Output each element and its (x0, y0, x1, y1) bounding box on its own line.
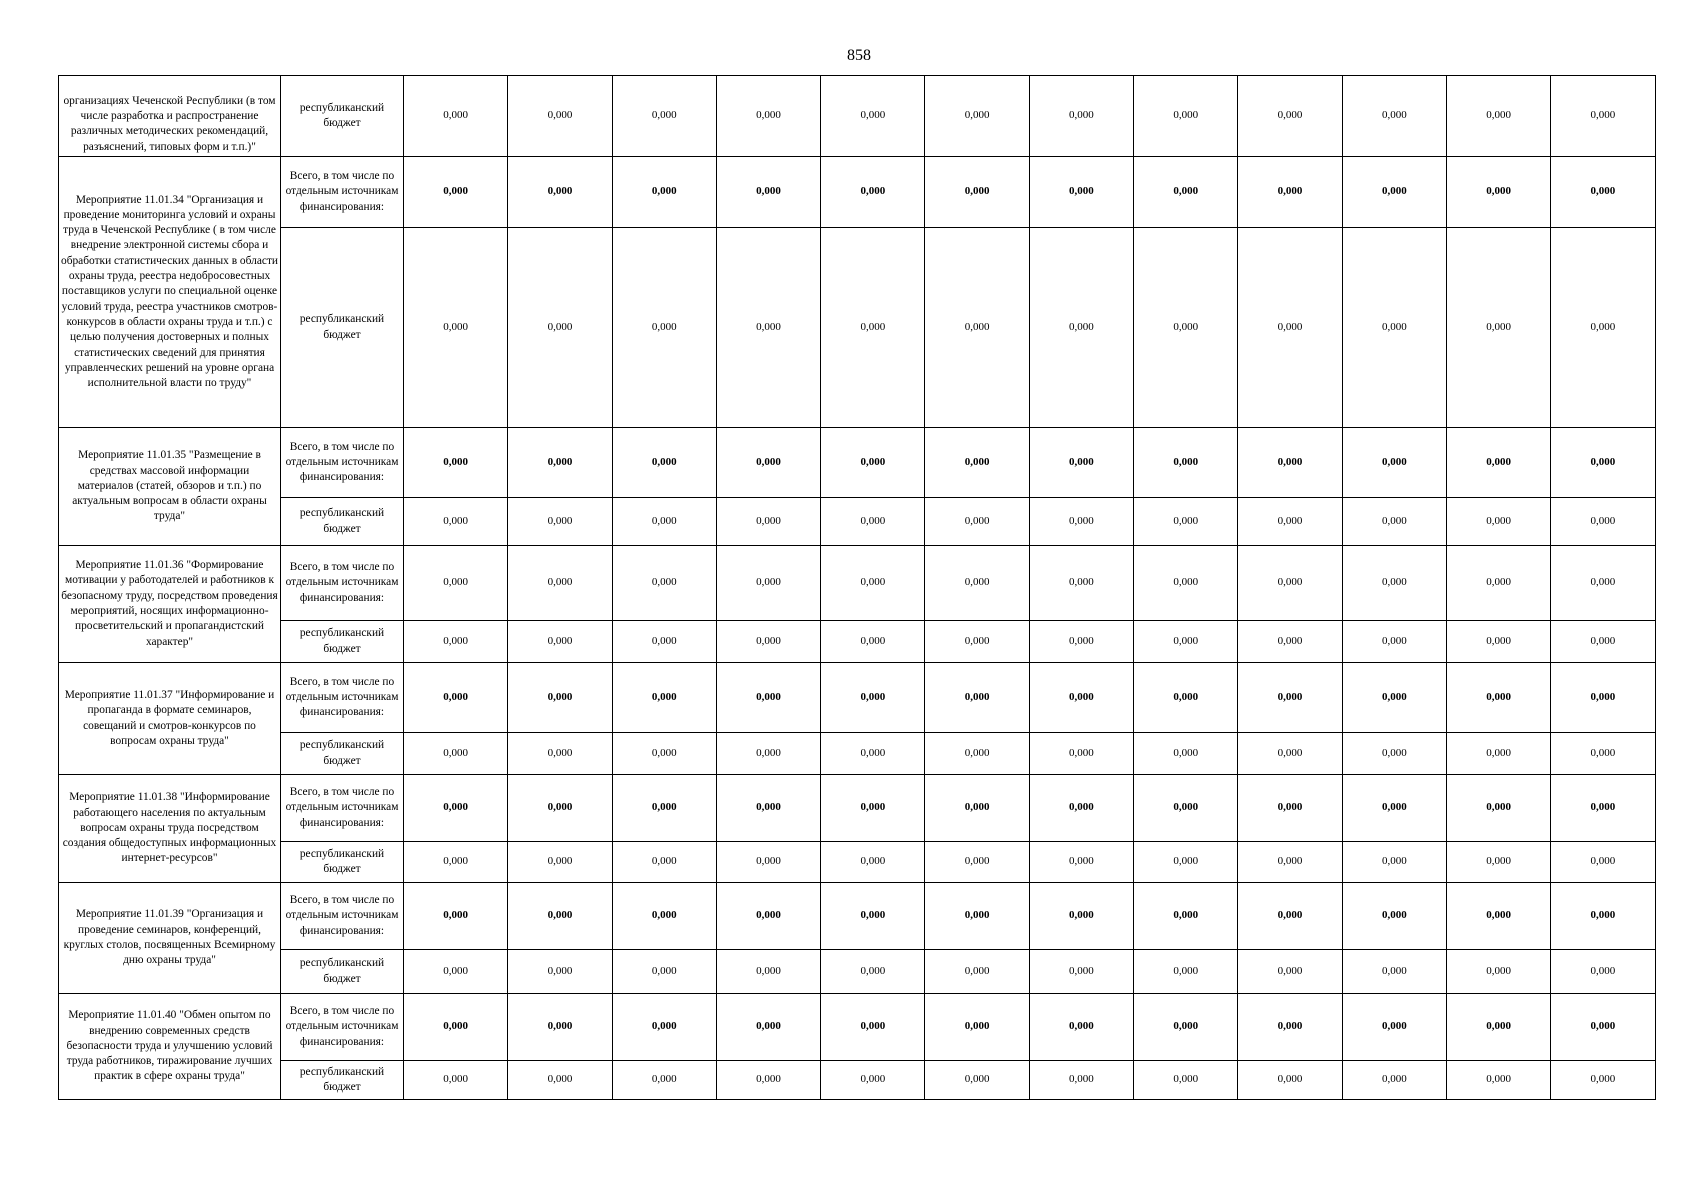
funding-source-cell: Всего, в том числе по отдельным источникам финансирования: (281, 157, 404, 228)
value-cell: 0,000 (1238, 157, 1342, 228)
funding-source-cell: республиканский бюджет (281, 842, 404, 883)
value-cell: 0,000 (1446, 498, 1550, 546)
value-cell: 0,000 (404, 76, 508, 157)
value-cell: 0,000 (404, 1061, 508, 1100)
value-cell: 0,000 (508, 842, 612, 883)
value-cell: 0,000 (716, 994, 820, 1061)
funding-source-cell: республиканский бюджет (281, 621, 404, 663)
value-cell: 0,000 (1238, 1061, 1342, 1100)
value-cell: 0,000 (404, 621, 508, 663)
value-cell: 0,000 (508, 1061, 612, 1100)
value-cell: 0,000 (1134, 1061, 1238, 1100)
value-cell: 0,000 (1238, 994, 1342, 1061)
value-cell: 0,000 (508, 950, 612, 994)
value-cell: 0,000 (821, 1061, 925, 1100)
event-name-cell: Мероприятие 11.01.37 "Информирование и пропаганда в формате семинаров, совещаний и смотров-конкурсов по вопросам охраны труда" (59, 663, 281, 775)
event-name-continued: организациях Чеченской Республики (в том числе разработка и распространение различных методических рекомендаций, разъяснений, типовых форм и т.п.)" (63, 94, 276, 153)
value-cell: 0,000 (404, 775, 508, 842)
value-cell: 0,000 (404, 228, 508, 428)
value-cell: 0,000 (821, 157, 925, 228)
value-cell: 0,000 (1134, 228, 1238, 428)
value-cell: 0,000 (1238, 775, 1342, 842)
value-cell: 0,000 (508, 994, 612, 1061)
value-cell: 0,000 (821, 663, 925, 733)
value-cell: 0,000 (1342, 157, 1446, 228)
value-cell: 0,000 (612, 950, 716, 994)
value-cell: 0,000 (1551, 428, 1655, 498)
value-cell: 0,000 (925, 663, 1029, 733)
value-cell: 0,000 (1342, 775, 1446, 842)
value-cell: 0,000 (821, 883, 925, 950)
value-cell: 0,000 (1238, 733, 1342, 775)
table-row (59, 663, 1656, 733)
value-cell: 0,000 (716, 546, 820, 621)
value-cell: 0,000 (1551, 76, 1655, 157)
value-cell: 0,000 (1134, 842, 1238, 883)
value-cell: 0,000 (1029, 663, 1133, 733)
value-cell: 0,000 (925, 157, 1029, 228)
value-cell: 0,000 (1134, 498, 1238, 546)
event-name-cell: Мероприятие 11.01.40 "Обмен опытом по внедрению современных средств безопасности труда и улучшению условий труда работников, тиражирование лучших практик в сфере охраны труда" (59, 994, 281, 1100)
value-cell: 0,000 (404, 546, 508, 621)
value-cell: 0,000 (404, 663, 508, 733)
value-cell: 0,000 (925, 228, 1029, 428)
value-cell: 0,000 (508, 498, 612, 546)
value-cell: 0,000 (1134, 994, 1238, 1061)
event-name-cell: Мероприятие 11.01.35 "Размещение в средствах массовой информации материалов (статей, обзоров и т.п.) по актуальным вопросам в области охраны труда" (59, 428, 281, 546)
value-cell: 0,000 (612, 498, 716, 546)
value-cell: 0,000 (716, 498, 820, 546)
value-cell: 0,000 (925, 950, 1029, 994)
value-cell: 0,000 (716, 950, 820, 994)
value-cell: 0,000 (404, 950, 508, 994)
value-cell: 0,000 (612, 994, 716, 1061)
value-cell: 0,000 (1029, 157, 1133, 228)
table-row (59, 1061, 1656, 1100)
value-cell: 0,000 (1342, 663, 1446, 733)
funding-source-cell: республиканский бюджет (281, 228, 404, 428)
value-cell: 0,000 (1446, 76, 1550, 157)
value-cell: 0,000 (1238, 950, 1342, 994)
value-cell: 0,000 (925, 994, 1029, 1061)
table-row (59, 733, 1656, 775)
value-cell: 0,000 (1134, 157, 1238, 228)
value-cell: 0,000 (1446, 775, 1550, 842)
value-cell: 0,000 (716, 663, 820, 733)
value-cell: 0,000 (612, 76, 716, 157)
table-row (59, 157, 1656, 228)
value-cell: 0,000 (612, 733, 716, 775)
value-cell: 0,000 (508, 228, 612, 428)
value-cell: 0,000 (508, 775, 612, 842)
value-cell: 0,000 (1446, 1061, 1550, 1100)
value-cell: 0,000 (1446, 883, 1550, 950)
value-cell: 0,000 (612, 883, 716, 950)
value-cell: 0,000 (925, 546, 1029, 621)
value-cell: 0,000 (1551, 950, 1655, 994)
value-cell: 0,000 (1342, 546, 1446, 621)
value-cell: 0,000 (1029, 428, 1133, 498)
page-number: 858 (847, 47, 871, 64)
value-cell: 0,000 (716, 842, 820, 883)
value-cell: 0,000 (821, 733, 925, 775)
value-cell: 0,000 (1134, 663, 1238, 733)
table-row (59, 498, 1656, 546)
funding-source-cell: республиканский бюджет (281, 498, 404, 546)
value-cell: 0,000 (1551, 228, 1655, 428)
value-cell: 0,000 (1342, 1061, 1446, 1100)
value-cell: 0,000 (716, 883, 820, 950)
value-cell: 0,000 (1551, 733, 1655, 775)
value-cell: 0,000 (1029, 498, 1133, 546)
value-cell: 0,000 (1029, 546, 1133, 621)
table-row (59, 950, 1656, 994)
value-cell: 0,000 (716, 76, 820, 157)
value-cell: 0,000 (1342, 883, 1446, 950)
value-cell: 0,000 (1446, 546, 1550, 621)
funding-source-cell: Всего, в том числе по отдельным источникам финансирования: (281, 428, 404, 498)
value-cell: 0,000 (1342, 733, 1446, 775)
value-cell: 0,000 (1342, 842, 1446, 883)
value-cell: 0,000 (1342, 994, 1446, 1061)
value-cell: 0,000 (1342, 621, 1446, 663)
value-cell: 0,000 (1238, 883, 1342, 950)
value-cell: 0,000 (1551, 1061, 1655, 1100)
value-cell: 0,000 (1134, 546, 1238, 621)
value-cell: 0,000 (1551, 775, 1655, 842)
value-cell: 0,000 (404, 498, 508, 546)
value-cell: 0,000 (1029, 994, 1133, 1061)
value-cell: 0,000 (925, 733, 1029, 775)
value-cell: 0,000 (612, 157, 716, 228)
value-cell: 0,000 (404, 842, 508, 883)
value-cell: 0,000 (1446, 157, 1550, 228)
value-cell: 0,000 (716, 733, 820, 775)
funding-source-cell: Всего, в том числе по отдельным источникам финансирования: (281, 663, 404, 733)
value-cell: 0,000 (1238, 228, 1342, 428)
value-cell: 0,000 (1029, 883, 1133, 950)
value-cell: 0,000 (1029, 228, 1133, 428)
value-cell: 0,000 (508, 157, 612, 228)
event-name-cell: Мероприятие 11.01.39 "Организация и проведение семинаров, конференций, круглых столов, посвященных Всемирному дню охраны труда" (59, 883, 281, 994)
value-cell: 0,000 (508, 546, 612, 621)
value-cell: 0,000 (925, 428, 1029, 498)
value-cell: 0,000 (925, 1061, 1029, 1100)
value-cell: 0,000 (821, 621, 925, 663)
value-cell: 0,000 (1342, 228, 1446, 428)
value-cell: 0,000 (1551, 663, 1655, 733)
value-cell: 0,000 (508, 76, 612, 157)
value-cell: 0,000 (1342, 428, 1446, 498)
funding-source-cell: Всего, в том числе по отдельным источникам финансирования: (281, 546, 404, 621)
value-cell: 0,000 (1342, 498, 1446, 546)
funding-source-cell: республиканский бюджет (281, 1061, 404, 1100)
value-cell: 0,000 (508, 663, 612, 733)
value-cell: 0,000 (821, 498, 925, 546)
value-cell: 0,000 (821, 76, 925, 157)
value-cell: 0,000 (1446, 994, 1550, 1061)
value-cell: 0,000 (1238, 842, 1342, 883)
value-cell: 0,000 (508, 883, 612, 950)
value-cell: 0,000 (508, 428, 612, 498)
value-cell: 0,000 (1446, 842, 1550, 883)
table-row (59, 842, 1656, 883)
value-cell: 0,000 (1342, 950, 1446, 994)
value-cell: 0,000 (404, 733, 508, 775)
funding-table (58, 75, 1656, 1100)
value-cell: 0,000 (925, 621, 1029, 663)
funding-source-cell: республиканский бюджет (281, 733, 404, 775)
value-cell: 0,000 (1029, 1061, 1133, 1100)
funding-source-cell: Всего, в том числе по отдельным источникам финансирования: (281, 883, 404, 950)
value-cell: 0,000 (821, 950, 925, 994)
value-cell: 0,000 (821, 775, 925, 842)
value-cell: 0,000 (612, 228, 716, 428)
value-cell: 0,000 (612, 621, 716, 663)
value-cell: 0,000 (612, 663, 716, 733)
value-cell: 0,000 (1029, 733, 1133, 775)
event-name-cell: Мероприятие 11.01.34 "Организация и проведение мониторинга условий и охраны труда в Чеченской Республике ( в том числе внедрение электронной системы сбора и обработки статистических данных в области охраны труда, реестра недобросовестных поставщиков услуги по специальной оценке условий труда, реестра участников смотров-конкурсов в области охраны труда и т.п.) с целью получения достоверных и полных статистических сведений для принятия управленческих решений на уровне органа исполнительной власти по труду" (59, 157, 281, 428)
table-row (59, 994, 1656, 1061)
value-cell: 0,000 (404, 883, 508, 950)
value-cell: 0,000 (925, 883, 1029, 950)
value-cell: 0,000 (1446, 950, 1550, 994)
value-cell: 0,000 (1134, 733, 1238, 775)
value-cell: 0,000 (1551, 621, 1655, 663)
value-cell: 0,000 (1134, 775, 1238, 842)
value-cell: 0,000 (1342, 76, 1446, 157)
value-cell: 0,000 (1238, 498, 1342, 546)
value-cell: 0,000 (1551, 546, 1655, 621)
event-name-cell: Мероприятие 11.01.36 "Формирование мотивации у работодателей и работников к безопасному труду, посредством проведения мероприятий, носящих информационно-просветительский и пропагандистский характер" (59, 546, 281, 663)
value-cell: 0,000 (612, 1061, 716, 1100)
event-name-cell (59, 76, 281, 157)
table-row (59, 621, 1656, 663)
value-cell: 0,000 (925, 775, 1029, 842)
value-cell: 0,000 (1134, 621, 1238, 663)
value-cell: 0,000 (1134, 428, 1238, 498)
value-cell: 0,000 (716, 621, 820, 663)
value-cell: 0,000 (1551, 842, 1655, 883)
value-cell: 0,000 (612, 775, 716, 842)
value-cell: 0,000 (1029, 621, 1133, 663)
value-cell: 0,000 (716, 228, 820, 428)
table-row (59, 546, 1656, 621)
value-cell: 0,000 (821, 228, 925, 428)
value-cell: 0,000 (508, 733, 612, 775)
value-cell: 0,000 (1551, 157, 1655, 228)
value-cell: 0,000 (1029, 950, 1133, 994)
value-cell: 0,000 (716, 1061, 820, 1100)
value-cell: 0,000 (612, 546, 716, 621)
value-cell: 0,000 (821, 546, 925, 621)
value-cell: 0,000 (821, 842, 925, 883)
value-cell: 0,000 (821, 994, 925, 1061)
funding-source-cell: Всего, в том числе по отдельным источникам финансирования: (281, 994, 404, 1061)
value-cell: 0,000 (1134, 76, 1238, 157)
value-cell: 0,000 (925, 842, 1029, 883)
value-cell: 0,000 (1446, 733, 1550, 775)
value-cell: 0,000 (1238, 621, 1342, 663)
table-row (59, 228, 1656, 428)
value-cell: 0,000 (508, 621, 612, 663)
value-cell: 0,000 (1238, 546, 1342, 621)
table-row (59, 428, 1656, 498)
value-cell: 0,000 (404, 428, 508, 498)
value-cell: 0,000 (1029, 842, 1133, 883)
value-cell: 0,000 (1446, 621, 1550, 663)
value-cell: 0,000 (1134, 950, 1238, 994)
value-cell: 0,000 (925, 76, 1029, 157)
value-cell: 0,000 (1446, 428, 1550, 498)
funding-source-cell: республиканский бюджет (281, 76, 404, 157)
value-cell: 0,000 (1551, 994, 1655, 1061)
funding-source-cell: Всего, в том числе по отдельным источникам финансирования: (281, 775, 404, 842)
value-cell: 0,000 (612, 428, 716, 498)
value-cell: 0,000 (1551, 498, 1655, 546)
table-row (59, 775, 1656, 842)
value-cell: 0,000 (716, 157, 820, 228)
value-cell: 0,000 (1238, 76, 1342, 157)
value-cell: 0,000 (404, 994, 508, 1061)
value-cell: 0,000 (404, 157, 508, 228)
event-name-cell: Мероприятие 11.01.38 "Информирование работающего населения по актуальным вопросам охраны труда посредством создания общедоступных информационных интернет-ресурсов" (59, 775, 281, 883)
value-cell: 0,000 (1551, 883, 1655, 950)
value-cell: 0,000 (821, 428, 925, 498)
table-row (59, 76, 1656, 157)
value-cell: 0,000 (612, 842, 716, 883)
value-cell: 0,000 (1029, 76, 1133, 157)
table-row (59, 883, 1656, 950)
value-cell: 0,000 (1238, 663, 1342, 733)
value-cell: 0,000 (1238, 428, 1342, 498)
value-cell: 0,000 (1446, 228, 1550, 428)
funding-source-cell: республиканский бюджет (281, 950, 404, 994)
value-cell: 0,000 (1134, 883, 1238, 950)
value-cell: 0,000 (925, 498, 1029, 546)
value-cell: 0,000 (716, 775, 820, 842)
value-cell: 0,000 (716, 428, 820, 498)
value-cell: 0,000 (1446, 663, 1550, 733)
value-cell: 0,000 (1029, 775, 1133, 842)
